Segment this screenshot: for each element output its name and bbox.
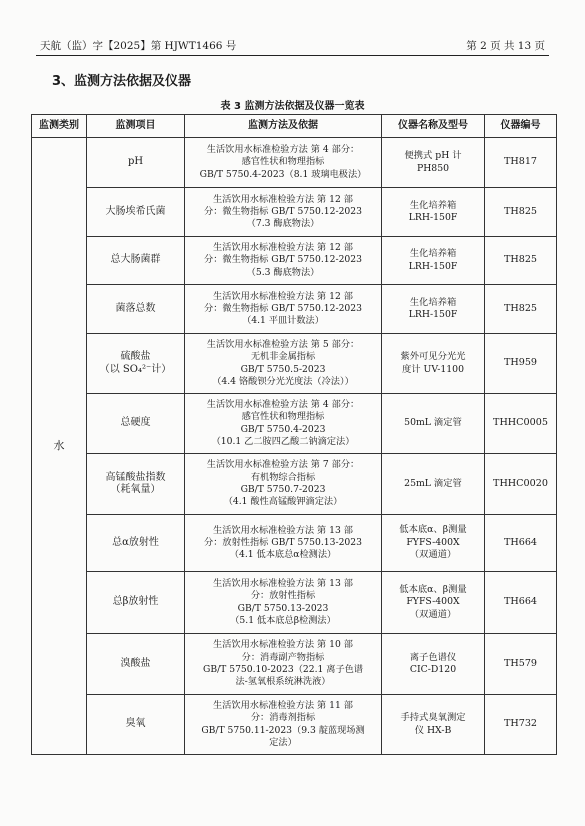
instrument-code-cell: THHC0005 <box>485 394 557 454</box>
instrument-cell: 50mL 滴定管 <box>382 394 485 454</box>
item-cell: pH <box>87 138 185 188</box>
item-cell: 总硬度 <box>87 394 185 454</box>
instrument-code-cell: TH817 <box>485 138 557 188</box>
item-cell: 总β放射性 <box>87 572 185 634</box>
method-cell: 生活饮用水标准检验方法 第 4 部分： 感官性状和物理指标 GB/T 5750.4-2023（8.1 玻璃电极法） <box>185 138 382 188</box>
method-cell: 生活饮用水标准检验方法 第 11 部 分：消毒剂指标 GB/T 5750.11-2023（9.3 靛蓝现场测 定法） <box>185 695 382 755</box>
instrument-cell: 低本底α、β测量 FYFS-400X （双通道） <box>382 572 485 634</box>
instrument-cell: 便携式 pH 计 PH850 <box>382 138 485 188</box>
method-cell: 生活饮用水标准检验方法 第 12 部 分：微生物指标 GB/T 5750.12-2023 （4.1 平皿计数法） <box>185 285 382 334</box>
item-cell: 溴酸盐 <box>87 634 185 695</box>
instrument-cell: 生化培养箱 LRH-150F <box>382 285 485 334</box>
instrument-code-cell: TH825 <box>485 285 557 334</box>
table-row <box>32 188 557 237</box>
method-cell: 生活饮用水标准检验方法 第 5 部分： 无机非金属指标 GB/T 5750.5-2023 （4.4 铬酸钡分光光度法（冷法）） <box>185 334 382 394</box>
instrument-cell: 25mL 滴定管 <box>382 454 485 515</box>
method-cell: 生活饮用水标准检验方法 第 13 部 分：放射性指标 GB/T 5750.13-2023 （4.1 低本底总α检测法） <box>185 515 382 572</box>
column-header-method: 监测方法及依据 <box>185 115 382 138</box>
header-divider <box>36 55 549 56</box>
instrument-cell: 紫外可见分光光 度计 UV-1100 <box>382 334 485 394</box>
instrument-code-cell: TH732 <box>485 695 557 755</box>
method-cell: 生活饮用水标准检验方法 第 13 部 分：放射性指标 GB/T 5750.13-2023 （5.1 低本底总β检测法） <box>185 572 382 634</box>
instrument-code-cell: TH664 <box>485 572 557 634</box>
column-header-instrument: 仪器名称及型号 <box>382 115 485 138</box>
table-header-row <box>32 115 557 138</box>
table-row <box>32 572 557 634</box>
method-cell: 生活饮用水标准检验方法 第 12 部 分：微生物指标 GB/T 5750.12-2023 （5.3 酶底物法） <box>185 237 382 285</box>
item-cell: 菌落总数 <box>87 285 185 334</box>
table-row <box>32 237 557 285</box>
section-title: 3、监测方法依据及仪器 <box>52 74 192 89</box>
instrument-cell: 生化培养箱 LRH-150F <box>382 237 485 285</box>
table-row <box>32 334 557 394</box>
instrument-cell: 离子色谱仪 CIC-D120 <box>382 634 485 695</box>
item-cell: 总α放射性 <box>87 515 185 572</box>
instrument-code-cell: THHC0020 <box>485 454 557 515</box>
instrument-cell: 生化培养箱 LRH-150F <box>382 188 485 237</box>
instrument-cell: 手持式臭氧测定 仪 HX-B <box>382 695 485 755</box>
table-row <box>32 515 557 572</box>
method-cell: 生活饮用水标准检验方法 第 10 部 分：消毒副产物指标 GB/T 5750.10-2023（22.1 离子色谱 法-氢氧根系统淋洗液） <box>185 634 382 695</box>
table-row <box>32 634 557 695</box>
instrument-code-cell: TH579 <box>485 634 557 695</box>
table-body <box>32 138 557 755</box>
method-cell: 生活饮用水标准检验方法 第 12 部 分：微生物指标 GB/T 5750.12-2023 （7.3 酶底物法） <box>185 188 382 237</box>
method-cell: 生活饮用水标准检验方法 第 4 部分： 感官性状和物理指标 GB/T 5750.4-2023 （10.1 乙二胺四乙酸二钠滴定法） <box>185 394 382 454</box>
table-row <box>32 695 557 755</box>
column-header-category: 监测类别 <box>32 115 87 138</box>
instrument-code-cell: TH959 <box>485 334 557 394</box>
table-row <box>32 138 557 188</box>
page-header <box>36 38 549 54</box>
item-cell: 臭氧 <box>87 695 185 755</box>
column-header-item: 监测项目 <box>87 115 185 138</box>
column-header-code: 仪器编号 <box>485 115 557 138</box>
item-cell: 总大肠菌群 <box>87 237 185 285</box>
item-cell: 高锰酸盐指数 （耗氧量） <box>87 454 185 515</box>
item-cell: 大肠埃希氏菌 <box>87 188 185 237</box>
item-cell: 硫酸盐 （以 SO₄²⁻计） <box>87 334 185 394</box>
instrument-cell: 低本底α、β测量 FYFS-400X （双通道） <box>382 515 485 572</box>
method-cell: 生活饮用水标准检验方法 第 7 部分： 有机物综合指标 GB/T 5750.7-2023 （4.1 酸性高锰酸钾滴定法） <box>185 454 382 515</box>
category-cell: 水 <box>32 138 87 755</box>
table-row <box>32 394 557 454</box>
table-caption: 表 3 监测方法依据及仪器一览表 <box>220 101 365 112</box>
table-row <box>32 285 557 334</box>
table-row <box>32 454 557 515</box>
instrument-code-cell: TH825 <box>485 188 557 237</box>
instrument-code-cell: TH664 <box>485 515 557 572</box>
document-number: 天航（监）字【2025】第 HJWT1466 号 <box>40 40 237 52</box>
page-number: 第 2 页 共 13 页 <box>466 40 545 52</box>
instrument-code-cell: TH825 <box>485 237 557 285</box>
methods-table <box>31 114 557 755</box>
